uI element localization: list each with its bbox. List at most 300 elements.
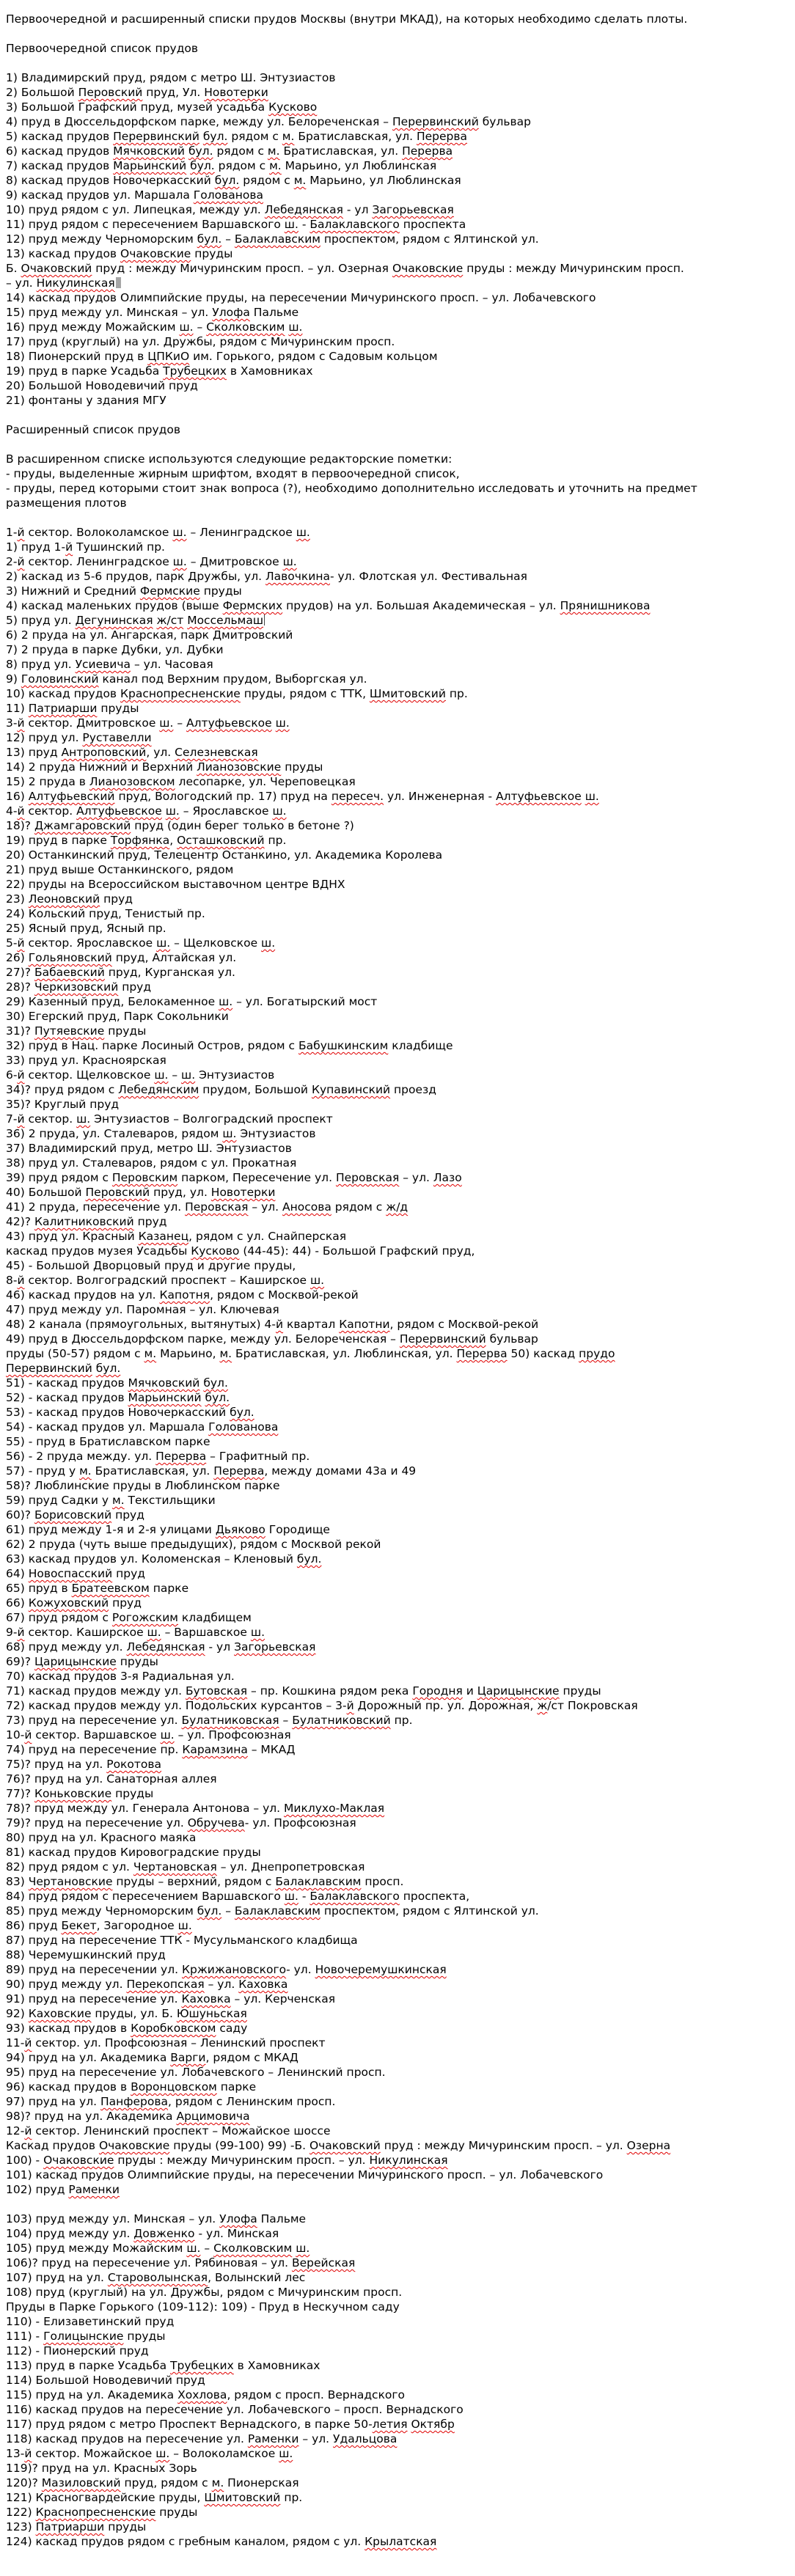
- spellcheck-flagged-word: ш.: [261, 936, 276, 950]
- text-line: 11) пруд рядом с пересечением Варшавского ш. - Балаклавского проспекта: [6, 218, 466, 231]
- spellcheck-flagged-word: й: [17, 716, 25, 730]
- spellcheck-flagged-word: Перерва: [456, 1347, 508, 1360]
- spellcheck-flagged-word: Новоспасский: [28, 1567, 113, 1580]
- text-line: 18)? Джамгаровский пруд (один берег только в бетоне ?): [6, 819, 354, 832]
- blank-line: [6, 56, 795, 70]
- text-line: 77)? Коньковские пруды: [6, 1787, 154, 1800]
- spellcheck-flagged-word: Озерна: [626, 2139, 671, 2152]
- spellcheck-flagged-word: м.: [79, 1464, 92, 1478]
- text-line: 4) каскад маленьких прудов (выше Фермских прудов) на ул. Большая Академическая – ул. Прянишникова: [6, 599, 651, 612]
- spellcheck-flagged-word: Усиевича: [75, 658, 131, 671]
- text-line: 3) Большой Графский пруд, музей усадьба Кусково: [6, 100, 318, 114]
- spellcheck-flagged-word: Бутовская: [185, 1684, 248, 1698]
- text-line: 114) Большой Новодевичий пруд: [6, 2374, 205, 2387]
- text-line: 6) каскад прудов Мячковский бул. рядом с м. Братиславская, ул. Перерва: [6, 144, 453, 158]
- text-line: 82) пруд рядом с ул. Чертановская – ул. Днепропетровская: [6, 1860, 365, 1874]
- spellcheck-flagged-word: Воронцовском: [131, 2080, 217, 2094]
- spellcheck-flagged-word: Улофа: [212, 306, 250, 319]
- spellcheck-flagged-word: бул.: [296, 1552, 322, 1566]
- text-line: 15) пруд между ул. Минская – ул. Улофа Пальме: [6, 306, 299, 319]
- text-line: 2) Большой Перовский пруд, Ул. Новотерки: [6, 86, 268, 99]
- text-line: 9) Головинский канал под Верхним прудом, Выборгская ул.: [6, 672, 367, 686]
- spellcheck-flagged-word: Балаклавского: [309, 218, 400, 231]
- spellcheck-flagged-word: Бекет: [61, 1919, 97, 1932]
- text-line: 110) - Елизаветинский пруд: [6, 2315, 175, 2328]
- spellcheck-flagged-word: Прянишникова: [560, 599, 651, 612]
- spellcheck-flagged-word: Загорьевская: [372, 203, 454, 216]
- spellcheck-flagged-word: Лебедянская: [264, 203, 343, 216]
- text-line: Каскад прудов Очаковские пруды (99-100) 99) -Б. Очаковский пруд : между Мичуринским просп. – ул. Озерна: [6, 2139, 671, 2152]
- text-line: 13) пруд Антроповский, ул. Селезневская: [6, 746, 258, 759]
- spellcheck-flagged-word: Очаковский: [309, 2139, 381, 2152]
- text-line: 49) пруд в Дюссельдорфском парке, между ул. Белореченская – Перервинский бульвар: [6, 1332, 538, 1346]
- spellcheck-flagged-word: ш.: [219, 995, 233, 1008]
- spellcheck-flagged-word: Калитниковский: [34, 1215, 134, 1228]
- text-line: 74) пруд на пересечение пр. Карамзина – МКАД: [6, 1743, 296, 1756]
- text-line: 2) каскад из 5-6 прудов, парк Дружбы, ул. Лавочкина- ул. Флотская ул. Фестивальная: [6, 570, 527, 583]
- text-line: 43) пруд ул. Красный Казанец, рядом с ул. Снайперская: [6, 1230, 347, 1243]
- text-line: Первоочередной список прудов: [6, 42, 199, 55]
- spellcheck-flagged-word: ш.: [272, 804, 287, 818]
- spellcheck-flagged-word: й: [17, 1112, 25, 1126]
- text-line: 52) - каскад прудов Марьинский бул.: [6, 1391, 230, 1404]
- spellcheck-flagged-word: ш.: [284, 1890, 298, 1903]
- spellcheck-flagged-word: м.: [144, 1347, 157, 1360]
- text-line: 11) Патриарши пруды: [6, 702, 139, 715]
- spellcheck-flagged-word: бул.: [214, 174, 240, 187]
- text-line: 8) каскад прудов Новочеркасский бул. рядом с м. Марьино, ул Люблинская: [6, 174, 461, 187]
- text-line: 36) 2 пруда, ул. Сталеваров, рядом ш. Энтузиастов: [6, 1127, 316, 1140]
- spellcheck-flagged-word: Октябр: [411, 2418, 455, 2431]
- spellcheck-flagged-word: Бабаевский: [34, 966, 105, 979]
- text-line: 41) 2 пруда, пересечение ул. Перовская – ул. Аносова рядом с ж/д: [6, 1200, 409, 1214]
- spellcheck-flagged-word: Коньковские: [34, 1787, 112, 1800]
- text-line: - пруды, перед которыми стоит знак вопроса (?), необходимо дополнительно исследовать и уточнить на предмет: [6, 482, 697, 495]
- spellcheck-flagged-word: Булатниковская: [181, 1714, 279, 1727]
- spellcheck-flagged-word: Голицынские: [43, 2330, 124, 2343]
- text-line: 12-й сектор. Ленинский проспект – Можайское шоссе: [6, 2124, 331, 2138]
- text-line: 78)? пруд между ул. Генерала Антонова – ул. Миклухо-Маклая: [6, 1802, 385, 1815]
- blank-line: [6, 2197, 795, 2212]
- spellcheck-flagged-word: ш.: [172, 526, 187, 539]
- spellcheck-flagged-word: ш.: [76, 1112, 91, 1126]
- text-line: 106)? пруд на пересечение ул. Рябиновая – ул. Верейская: [6, 2256, 356, 2269]
- text-line: 122) Краснопресненские пруды: [6, 2506, 198, 2519]
- text-line: 32) пруд в Нац. парке Лосиный Остров, рядом с Бабушкинским кладбище: [6, 1039, 453, 1052]
- spellcheck-flagged-word: Алтуфьевское: [76, 804, 162, 818]
- spellcheck-flagged-word: Перервинский: [399, 1332, 486, 1346]
- spellcheck-flagged-word: Краснопресненские: [120, 687, 241, 700]
- text-line: 10) пруд рядом с ул. Липецкая, между ул. Лебедянская - ул Загорьевская: [6, 203, 454, 216]
- spellcheck-flagged-word: ш.: [279, 2447, 293, 2460]
- spellcheck-flagged-word: м.: [269, 159, 282, 172]
- spellcheck-flagged-word: Перервинский: [392, 115, 479, 128]
- spellcheck-flagged-word: м.: [293, 174, 307, 187]
- spellcheck-flagged-word: ш.: [156, 936, 171, 950]
- spellcheck-flagged-word: м.: [267, 144, 280, 158]
- spellcheck-flagged-word: бул.: [203, 1376, 228, 1390]
- spellcheck-flagged-word: Царицынские: [477, 1684, 560, 1698]
- text-line: 108) пруд (круглый) на ул. Дружбы, рядом с Мичуринским просп.: [6, 2286, 403, 2299]
- spellcheck-flagged-word: Торфянка: [110, 834, 170, 847]
- spellcheck-flagged-word: й: [65, 540, 73, 554]
- spellcheck-flagged-word: Голованова: [208, 1420, 279, 1434]
- text-line: 45) - Большой Дворцовый пруд и другие пруды,: [6, 1259, 296, 1272]
- text-line: 68) пруд между ул. Лебедянская - ул Загорьевская: [6, 1640, 316, 1654]
- spellcheck-flagged-word: Балаклавского: [309, 1890, 400, 1903]
- spellcheck-flagged-word: Царицынские: [34, 1655, 117, 1668]
- spellcheck-flagged-word: м.: [112, 1494, 125, 1507]
- spellcheck-flagged-word: летия: [372, 2418, 408, 2431]
- text-cursor: [264, 614, 265, 625]
- text-line: 16) Алтуфьевский пруд, Вологодский пр. 17) пруд на пересеч. ул. Инженерная - Алтуфьевское ш.: [6, 790, 599, 803]
- spellcheck-flagged-word: Дьяково: [215, 1523, 265, 1536]
- text-line: 86) пруд Бекет, Загородное ш.: [6, 1919, 192, 1932]
- spellcheck-flagged-word: Староволынская: [107, 2271, 208, 2284]
- spellcheck-flagged-word: бул.: [188, 144, 213, 158]
- text-line: 124) каскад прудов рядом с гребным каналом, рядом с ул. Крылатская: [6, 2535, 437, 2548]
- spellcheck-flagged-word: Фермских: [222, 599, 283, 612]
- text-line: 13) каскад прудов Очаковские пруды: [6, 247, 233, 260]
- text-line: 62) 2 пруда (чуть выше предыдущих), рядом с Москвой рекой: [6, 1538, 381, 1551]
- text-line: 123) Патриарши пруды: [6, 2520, 147, 2533]
- spellcheck-flagged-word: Кожуховский: [28, 1596, 109, 1610]
- spellcheck-flagged-word: Каховка: [238, 1978, 288, 1991]
- text-line: 119)? пруд на ул. Красных Зорь: [6, 2462, 197, 2475]
- spellcheck-flagged-word: Алтуфьевское: [186, 716, 272, 730]
- spellcheck-flagged-word: Бабушкинским: [298, 1039, 389, 1052]
- spellcheck-flagged-word: Верейская: [291, 2256, 356, 2269]
- spellcheck-flagged-word: Загорьевская: [234, 1640, 316, 1654]
- spellcheck-flagged-word: Арцимовича: [176, 2110, 250, 2123]
- spellcheck-flagged-word: Мячковский: [128, 1376, 200, 1390]
- text-line: 7) каскад прудов Марьинский бул. рядом с м. Марьино, ул Люблинская: [6, 159, 437, 172]
- spellcheck-flagged-word: Лазо: [433, 1171, 462, 1184]
- spellcheck-flagged-word: Руставелли: [82, 731, 152, 744]
- spellcheck-flagged-word: Лебедянская: [126, 1640, 205, 1654]
- spellcheck-flagged-word: ш.: [296, 526, 310, 539]
- text-line: 2-й сектор. Ленинградское ш. – Дмитровское ш.: [6, 555, 297, 568]
- text-line: 76)? пруд на ул. Санаторная аллея: [6, 1772, 217, 1786]
- spellcheck-flagged-word: Коробковском: [131, 2022, 216, 2035]
- spellcheck-flagged-word: Очаковский: [21, 262, 92, 275]
- spellcheck-flagged-word: Капотни: [339, 1318, 390, 1331]
- text-line: 4) пруд в Дюссельдорфском парке, между ул. Белореченская – Перервинский бульвар: [6, 115, 531, 128]
- spellcheck-flagged-word: Селезневская: [175, 746, 258, 759]
- text-line: 48) 2 канала (прямоугольных, вытянутых) 4-й квартал Капотни, рядом с Москвой-рекой: [6, 1318, 539, 1331]
- text-line: 84) пруд рядом с пересечением Варшавского ш. - Балаклавского проспекта,: [6, 1890, 470, 1903]
- text-line: 6) 2 пруда на ул. Ангарская, парк Дмитровский: [6, 628, 293, 642]
- text-line: 98)? пруд на ул. Академика Арцимовича: [6, 2110, 250, 2123]
- spellcheck-flagged-word: Довженко: [133, 2227, 195, 2240]
- text-line: 25) Ясный пруд, Ясный пр.: [6, 922, 166, 935]
- text-line: 14) 2 пруда Нижний и Верхний Лианозовские пруды: [6, 760, 323, 774]
- spellcheck-flagged-word: Никулинская: [36, 276, 115, 290]
- text-line: 57) - пруд у м. Братиславская, ул. Перерва, между домами 43а и 49: [6, 1464, 417, 1478]
- spellcheck-flagged-word: ш.: [296, 2242, 310, 2255]
- text-line: Расширенный список прудов: [6, 423, 181, 436]
- text-line: 70) каскад прудов 3-я Радиальная ул.: [6, 1670, 235, 1683]
- text-line: Пруды в Парке Горького (109-112): 109) - Пруд в Нескучном саду: [6, 2300, 400, 2313]
- spellcheck-flagged-word: ЦПКиО: [147, 350, 190, 363]
- spellcheck-flagged-word: Перерва: [402, 144, 453, 158]
- spellcheck-flagged-word: Дегунинская: [75, 614, 153, 627]
- text-line: 1-й сектор. Волоколамское ш. – Ленинградское ш.: [6, 526, 310, 539]
- spellcheck-flagged-word: Леоновский: [28, 892, 100, 906]
- text-line: 39) пруд рядом с Перовским парком, Пересечение ул. Перовская – ул. Лазо: [6, 1171, 462, 1184]
- spellcheck-flagged-word: ш.: [585, 790, 599, 803]
- spellcheck-flagged-word: Капотня: [159, 1288, 210, 1302]
- text-line: 20) Останкинский пруд, Телецентр Останкино, ул. Академика Королева: [6, 848, 443, 862]
- text-line: 100) - Очаковские пруды : между Мичуринским просп. – ул. Никулинская: [6, 2154, 448, 2167]
- text-line: 55) - пруд в Братиславском парке: [6, 1435, 210, 1448]
- text-line: 34)? пруд рядом с Лебедянским прудом, Большой Купавинский проезд: [6, 1083, 437, 1096]
- spellcheck-flagged-word: бул.: [95, 1362, 121, 1375]
- text-line: 3) Нижний и Средний Фермские пруды: [6, 584, 242, 598]
- spellcheck-flagged-word: Каховка: [181, 1992, 231, 2006]
- text-line: 56) - 2 пруда между. ул. Перерва – Графитный пр.: [6, 1450, 310, 1463]
- spellcheck-flagged-word: бул.: [205, 1391, 230, 1404]
- text-line: 15) 2 пруда в Лианозовском лесопарке, ул. Череповецкая: [6, 775, 356, 788]
- spellcheck-flagged-word: Сколковским: [206, 320, 285, 334]
- text-line: 87) пруд на пересечение ТТК - Мусульманского кладбища: [6, 1934, 358, 1947]
- text-line: 59) пруд Садки у м. Текстильщики: [6, 1494, 216, 1507]
- spellcheck-flagged-word: Панферова: [100, 2095, 169, 2108]
- spellcheck-flagged-word: Перовская: [335, 1171, 400, 1184]
- text-line: 40) Большой Перовский пруд, ул. Новотерки: [6, 1186, 276, 1199]
- text-line: 58)? Люблинские пруды в Люблинском парке: [6, 1479, 280, 1492]
- spellcheck-flagged-word: ш.: [275, 716, 290, 730]
- spellcheck-flagged-word: Обручева: [187, 1816, 245, 1830]
- text-line: 72) каскад прудов между ул. Подольских курсантов – 3-й Дорожный пр. ул. Дорожная, ж/ст Покровская: [6, 1699, 638, 1712]
- text-line: 29) Казенный пруд, Белокаменное ш. – ул. Богатырский мост: [6, 995, 378, 1008]
- text-line: 28)? Черкизовский пруд: [6, 980, 152, 994]
- spellcheck-flagged-word: Краснопресненские: [35, 2506, 156, 2519]
- spellcheck-flagged-word: Раменки: [68, 2183, 120, 2196]
- text-line: 88) Черемушкинский пруд: [6, 1948, 166, 1962]
- spellcheck-flagged-word: Черкизовский: [34, 980, 119, 994]
- text-line: 7-й сектор. ш. Энтузиастов – Волгоградский проспект: [6, 1112, 333, 1126]
- spellcheck-flagged-word: бул.: [202, 130, 228, 143]
- spellcheck-flagged-word: Балаклавским: [275, 1875, 362, 1888]
- spellcheck-flagged-word: ш.: [222, 1127, 237, 1140]
- spellcheck-flagged-word: Раменки: [247, 2432, 299, 2445]
- spellcheck-flagged-word: Очаковские: [120, 247, 191, 260]
- spellcheck-flagged-word: Перовская: [185, 1200, 249, 1214]
- spellcheck-flagged-word: м.: [211, 2476, 224, 2489]
- spellcheck-flagged-word: ж: [537, 1699, 548, 1712]
- text-line: каскад прудов музея Усадьбы Кусково (44-45): 44) - Большой Графский пруд,: [6, 1244, 475, 1258]
- spellcheck-flagged-word: ш.: [159, 716, 174, 730]
- spellcheck-flagged-word: ш.: [181, 1068, 196, 1082]
- text-line: 27)? Бабаевский пруд, Курганская ул.: [6, 966, 235, 979]
- text-line: 19) пруд в парке Усадьба Трубецких в Хамовниках: [6, 364, 313, 378]
- spellcheck-flagged-word: Очаковские: [392, 262, 464, 275]
- spellcheck-flagged-word: Новотерки: [210, 1186, 276, 1199]
- spellcheck-flagged-word: Городня: [412, 1684, 463, 1698]
- text-line: 94) пруд на ул. Академика Варги, рядом с МКАД: [6, 2051, 298, 2064]
- spellcheck-flagged-word: Перервинский: [113, 130, 199, 143]
- text-line: 81) каскад прудов Кировоградские пруды: [6, 1846, 261, 1859]
- spellcheck-flagged-word: Путяевские: [34, 1024, 105, 1038]
- spellcheck-flagged-word: Новочеремушкинская: [315, 1963, 447, 1976]
- text-line: 51) - каскад прудов Мячковский бул.: [6, 1376, 228, 1390]
- spellcheck-flagged-word: Алтуфьевское: [496, 790, 582, 803]
- spellcheck-flagged-word: Патриарши: [35, 2520, 105, 2533]
- text-line: 46) каскад прудов на ул. Капотня, рядом с Москвой-рекой: [6, 1288, 359, 1302]
- text-line: 17) пруд (круглый) на ул. Дружбы, рядом с Мичуринским просп.: [6, 335, 395, 348]
- text-line: 5-й сектор. Ярославское ш. – Щелковское ш.: [6, 936, 276, 950]
- spellcheck-flagged-word: Кусково: [268, 100, 318, 114]
- text-line: 66) Кожуховский пруд: [6, 1596, 142, 1610]
- spellcheck-flagged-word: ш.: [177, 1919, 192, 1932]
- text-line: 69)? Царицынские пруды: [6, 1655, 158, 1668]
- spellcheck-flagged-word: Балаклавским: [234, 1904, 320, 1918]
- spellcheck-flagged-word: Лианозовском: [89, 775, 175, 788]
- text-line: пруды (50-57) рядом с м. Марьино, м. Братиславская, ул. Люблинская, ул. Перерва 50) каскад прудо: [6, 1347, 615, 1360]
- text-line: 89) пруд на пересечении ул. Кржижановского- ул. Новочеремушкинская: [6, 1963, 447, 1976]
- text-line: 83) Чертановские пруды – верхний, рядом с Балаклавским просп.: [6, 1875, 404, 1888]
- text-line: 1) пруд 1-й Тушинский пр.: [6, 540, 165, 554]
- spellcheck-flagged-word: Улофа: [219, 2212, 257, 2225]
- spellcheck-flagged-word: Очаковские: [43, 2154, 114, 2167]
- spellcheck-flagged-word: ш.: [154, 1068, 169, 1082]
- text-line: 112) - Пионерский пруд: [6, 2344, 149, 2357]
- spellcheck-flagged-word: й: [24, 2447, 32, 2460]
- spellcheck-flagged-word: Марьинский: [113, 159, 187, 172]
- text-line: 80) пруд на ул. Красного маяка: [6, 1831, 197, 1844]
- spellcheck-flagged-word: Рогожским: [111, 1611, 178, 1624]
- spellcheck-flagged-word: Аносова: [282, 1200, 331, 1214]
- spellcheck-flagged-word: Кржижановского: [182, 1963, 287, 1976]
- text-line: 21) пруд выше Останкинского, рядом: [6, 863, 234, 876]
- text-line: 4-й сектор. Алтуфьевское ш. – Ярославское ш.: [6, 804, 287, 818]
- text-cursor: [116, 277, 121, 288]
- spellcheck-flagged-word: ш.: [309, 1274, 325, 1287]
- spellcheck-flagged-word: й: [24, 2124, 32, 2138]
- spellcheck-flagged-word: Карамзина: [182, 1743, 248, 1756]
- spellcheck-flagged-word: Перерва: [416, 130, 468, 143]
- spellcheck-flagged-word: Борисовский: [34, 1508, 112, 1522]
- spellcheck-flagged-word: Чертановские: [28, 1875, 113, 1888]
- text-line: 26) Гольяновский пруд, Алтайская ул.: [6, 951, 237, 964]
- spellcheck-flagged-word: Джамгаровский: [34, 819, 131, 832]
- spellcheck-flagged-word: бул.: [190, 159, 215, 172]
- text-line: 104) пруд между ул. Довженко - ул. Минская: [6, 2227, 279, 2240]
- text-line: 93) каскад прудов в Коробковском саду: [6, 2022, 248, 2035]
- text-line: 103) пруд между ул. Минская – ул. Улофа Пальме: [6, 2212, 307, 2225]
- text-line: 105) пруд между Можайским ш. – Сколковским ш.: [6, 2242, 310, 2255]
- spellcheck-flagged-word: Удальцова: [333, 2432, 398, 2445]
- blank-line: [6, 437, 795, 452]
- text-line: Б. Очаковский пруд : между Мичуринским просп. – ул. Озерная Очаковские пруды : между Мичуринским просп.: [6, 262, 684, 275]
- spellcheck-flagged-word: Новотерки: [204, 86, 268, 99]
- text-line: 42)? Калитниковский пруд: [6, 1215, 167, 1228]
- spellcheck-flagged-word: Патриарши: [28, 702, 98, 715]
- text-line: 96) каскад прудов в Воронцовском парке: [6, 2080, 257, 2094]
- spellcheck-flagged-word: й: [275, 1318, 284, 1331]
- text-line: 20) Большой Новодевичий пруд: [6, 379, 198, 392]
- spellcheck-flagged-word: й: [17, 1068, 25, 1082]
- spellcheck-flagged-word: й: [17, 526, 25, 539]
- spellcheck-flagged-word: й: [24, 2036, 32, 2050]
- text-line: 54) - каскад прудов ул. Маршала Голованова: [6, 1420, 279, 1434]
- text-line: 101) каскад прудов Олимпийские пруды, на пересечении Мичуринского просп. – ул. Лобачевского: [6, 2168, 604, 2181]
- spellcheck-flagged-word: бул.: [197, 232, 222, 246]
- spellcheck-flagged-word: Шмитовский: [204, 2491, 281, 2504]
- spellcheck-flagged-word: ж/д: [386, 1200, 409, 1214]
- text-line: [6, 1361, 795, 1376]
- text-line: Первоочередной и расширенный списки прудов Москвы (внутри МКАД), на которых необходимо сделать плоты.: [6, 12, 688, 26]
- text-line: 35)? Круглый пруд: [6, 1098, 120, 1111]
- spellcheck-flagged-word: Миклухо-Маклая: [284, 1802, 385, 1815]
- spellcheck-flagged-word: ш.: [179, 320, 194, 334]
- spellcheck-flagged-word: Каховские: [28, 2007, 92, 2020]
- spellcheck-flagged-word: Перекопская: [126, 1978, 205, 1991]
- spellcheck-flagged-word: Перовским: [111, 1171, 178, 1184]
- text-line: В расширенном списке используются следующие редакторские пометки:: [6, 452, 453, 466]
- text-line: 3-й сектор. Дмитровское ш. – Алтуфьевское ш.: [6, 716, 290, 730]
- spellcheck-flagged-word: Моссельмаш: [187, 614, 264, 627]
- spellcheck-flagged-word: Перервинский: [6, 1362, 92, 1375]
- text-line: 9) каскад прудов ул. Маршала Голованова: [6, 188, 264, 202]
- spellcheck-flagged-word: прудо: [579, 1347, 615, 1360]
- spellcheck-flagged-word: й: [17, 936, 25, 950]
- spellcheck-flagged-word: Лианозовские: [197, 760, 282, 774]
- text-line: 91) пруд на пересечение ул. Каховка – ул. Керченская: [6, 1992, 336, 2006]
- spellcheck-flagged-word: Крылатская: [364, 2535, 437, 2548]
- spellcheck-flagged-word: Сколковским: [213, 2242, 293, 2255]
- spellcheck-flagged-word: бул.: [230, 1406, 254, 1419]
- text-line: 53) - каскад прудов Новочеркасский бул.: [6, 1406, 254, 1419]
- text-line: 37) Владимирский пруд, метро Ш. Энтузиастов: [6, 1142, 292, 1155]
- spellcheck-flagged-word: Юшуньская: [176, 2007, 247, 2020]
- spellcheck-flagged-word: Алтуфьевский: [28, 790, 115, 803]
- text-line: 71) каскад прудов между ул. Бутовская – пр. Кошкина рядом река Городня и Царицынские пруды: [6, 1684, 601, 1698]
- spellcheck-flagged-word: ш.: [284, 218, 298, 231]
- text-line: 115) пруд на ул. Академика Хохлова, рядом с просп. Вернадского: [6, 2388, 406, 2401]
- spellcheck-flagged-word: Лавочкина: [265, 570, 330, 583]
- text-line: 60)? Борисовский пруд: [6, 1508, 144, 1522]
- spellcheck-flagged-word: ж/ст: [156, 614, 184, 627]
- spellcheck-flagged-word: Никулинская: [369, 2154, 448, 2167]
- spellcheck-flagged-word: м.: [282, 130, 295, 143]
- text-line: 10) каскад прудов Краснопресненские пруды, рядом с ТТК, Шмитовский пр.: [6, 687, 468, 700]
- text-line: 64) Новоспасский пруд: [6, 1567, 145, 1580]
- text-line: - пруды, выделенные жирным шрифтом, входят в первоочередной список,: [6, 467, 460, 480]
- spellcheck-flagged-word: Перовский: [78, 86, 143, 99]
- text-line: 79)? пруд на пересечение ул. Обручева- ул. Профсоюзная: [6, 1816, 356, 1830]
- text-line: 14) каскад прудов Олимпийские пруды, на пересечении Мичуринского просп. – ул. Лобачевского: [6, 291, 596, 304]
- text-line: 30) Егерский пруд, Парк Сокольники: [6, 1010, 229, 1023]
- text-line: 73) пруд на пересечение ул. Булатниковская – Булатниковский пр.: [6, 1714, 413, 1727]
- text-line: 116) каскад прудов на пересечение ул. Лобачевского – просп. Вернадского: [6, 2403, 464, 2416]
- spellcheck-flagged-word: Антроповский: [61, 746, 147, 759]
- spellcheck-flagged-word: й: [17, 1274, 25, 1287]
- spellcheck-flagged-word: ш.: [282, 555, 297, 568]
- text-line: – ул. Никулинская: [6, 276, 795, 290]
- spellcheck-flagged-word: Хохлова: [177, 2388, 227, 2401]
- document-body: [6, 12, 795, 2549]
- blank-line: [6, 26, 795, 41]
- spellcheck-flagged-word: Булатниковский: [292, 1714, 391, 1727]
- text-line: 16) пруд между Можайским ш. – Сколковским ш.: [6, 320, 303, 334]
- text-line: 21) фонтаны у здания МГУ: [6, 394, 166, 407]
- spellcheck-flagged-word: Перерва: [213, 1464, 265, 1478]
- spellcheck-flagged-word: Лебедянским: [118, 1083, 199, 1096]
- text-line: 65) пруд в Братеевском парке: [6, 1582, 189, 1595]
- blank-line: [6, 408, 795, 422]
